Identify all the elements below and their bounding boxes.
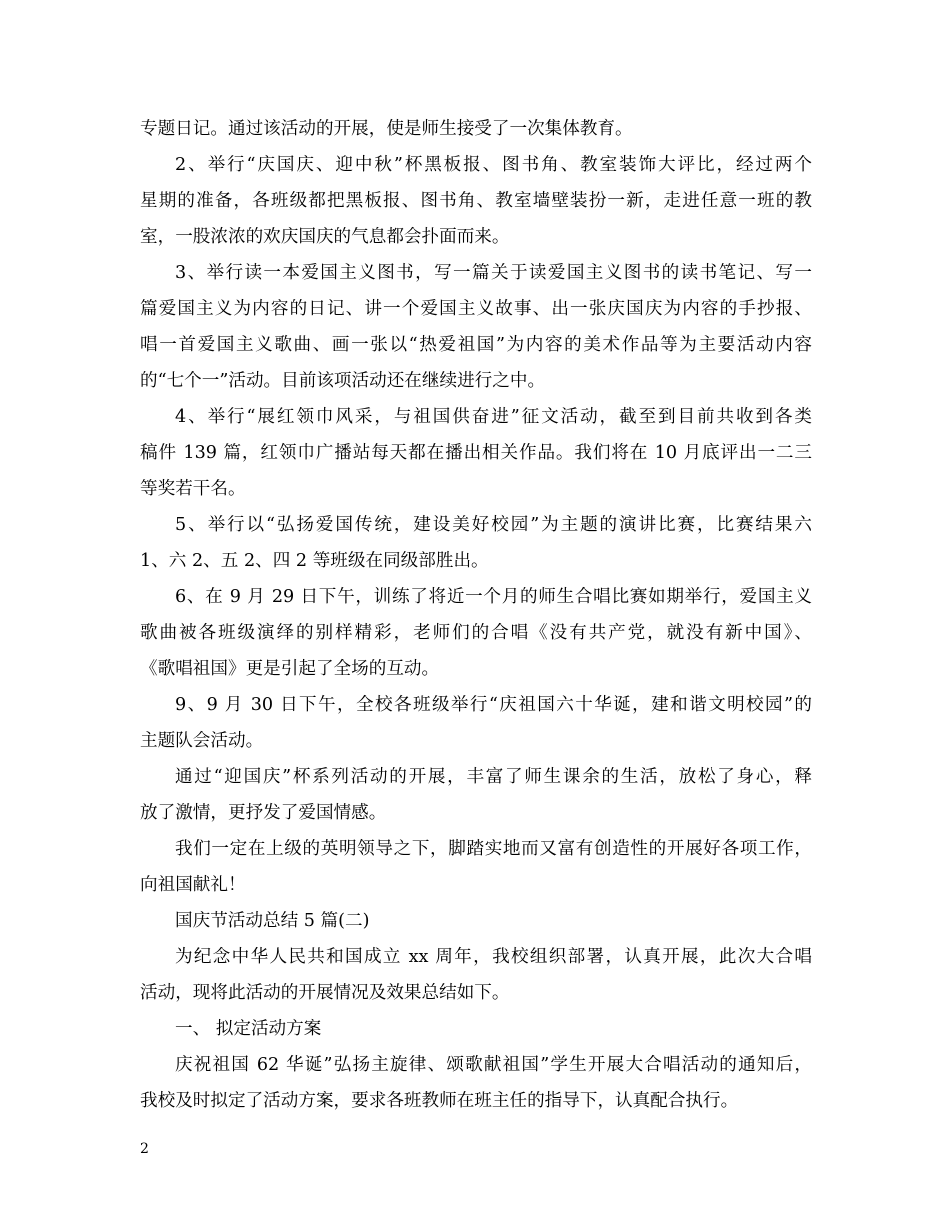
paragraph-line: 星期的准备，各班级都把黑板报、图书角、教室墙壁装扮一新，走进任意一班的教 (140, 191, 812, 211)
paragraph-line: 1、六 2、五 2、四 2 等班级在同级部胜出。 (140, 551, 489, 571)
paragraph-line: 主题队会活动。 (140, 731, 264, 751)
paragraph-line: 篇爱国主义为内容的日记、讲一个爱国主义故事、出一张庆国庆为内容的手抄报、 (140, 299, 812, 319)
paragraph-line: 向祖国献礼！ (140, 875, 246, 895)
paragraph-line: 《歌唱祖国》更是引起了全场的互动。 (140, 659, 440, 679)
section-heading: 国庆节活动总结 5 篇(二) (175, 911, 370, 931)
paragraph-line: 放了激情，更抒发了爱国情感。 (140, 803, 387, 823)
paragraph-line: 唱一首爱国主义歌曲、画一张以“热爱祖国”为内容的美术作品等为主要活动内容 (140, 335, 812, 355)
paragraph-line: 室，一股浓浓的欢庆国庆的气息都会扑面而来。 (140, 227, 510, 247)
paragraph-line: 的“七个一”活动。目前该项活动还在继续进行之中。 (140, 371, 546, 391)
paragraph-line: 5、举行以“弘扬爱国传统，建设美好校园”为主题的演讲比赛，比赛结果六 (175, 515, 812, 535)
paragraph-line: 稿件 139 篇，红领巾广播站每天都在播出相关作品。我们将在 10 月底评出一二三 (140, 443, 812, 463)
paragraph-line: 通过“迎国庆”杯系列活动的开展，丰富了师生课余的生活，放松了身心，释 (175, 767, 812, 787)
paragraph-line: 我们一定在上级的英明领导之下，脚踏实地而又富有创造性的开展好各项工作， (175, 839, 812, 859)
paragraph-line: 歌曲被各班级演绎的别样精彩，老师们的合唱《没有共产党，就没有新中国》、 (140, 623, 812, 643)
paragraph-line: 等奖若干名。 (140, 479, 246, 499)
paragraph-line: 4、举行“展红领巾风采，与祖国供奋进”征文活动，截至到目前共收到各类 (175, 407, 812, 427)
page-number: 2 (140, 1141, 149, 1157)
paragraph-line: 活动，现将此活动的开展情况及效果总结如下。 (140, 983, 510, 1003)
paragraph-line: 6、在 9 月 29 日下午，训练了将近一个月的师生合唱比赛如期举行，爱国主义 (175, 587, 812, 607)
paragraph-line: 9、9 月 30 日下午，全校各班级举行“庆祖国六十华诞，建和谐文明校园”的 (175, 695, 812, 715)
paragraph-line: 我校及时拟定了活动方案，要求各班教师在班主任的指导下，认真配合执行。 (140, 1091, 739, 1111)
paragraph-line: 庆祝祖国 62 华诞”弘扬主旋律、颂歌献祖国”学生开展大合唱活动的通知后， (175, 1055, 812, 1075)
paragraph-line: 2、举行“庆国庆、迎中秋”杯黑板报、图书角、教室装饰大评比，经过两个 (175, 155, 812, 175)
paragraph-line: 为纪念中华人民共和国成立 xx 周年，我校组织部署，认真开展，此次大合唱 (175, 947, 812, 967)
subsection-heading: 一、 拟定活动方案 (175, 1019, 322, 1039)
paragraph-line: 专题日记。通过该活动的开展，使是师生接受了一次集体教育。 (140, 119, 633, 139)
paragraph-line: 3、举行读一本爱国主义图书，写一篇关于读爱国主义图书的读书笔记、写一 (175, 263, 812, 283)
